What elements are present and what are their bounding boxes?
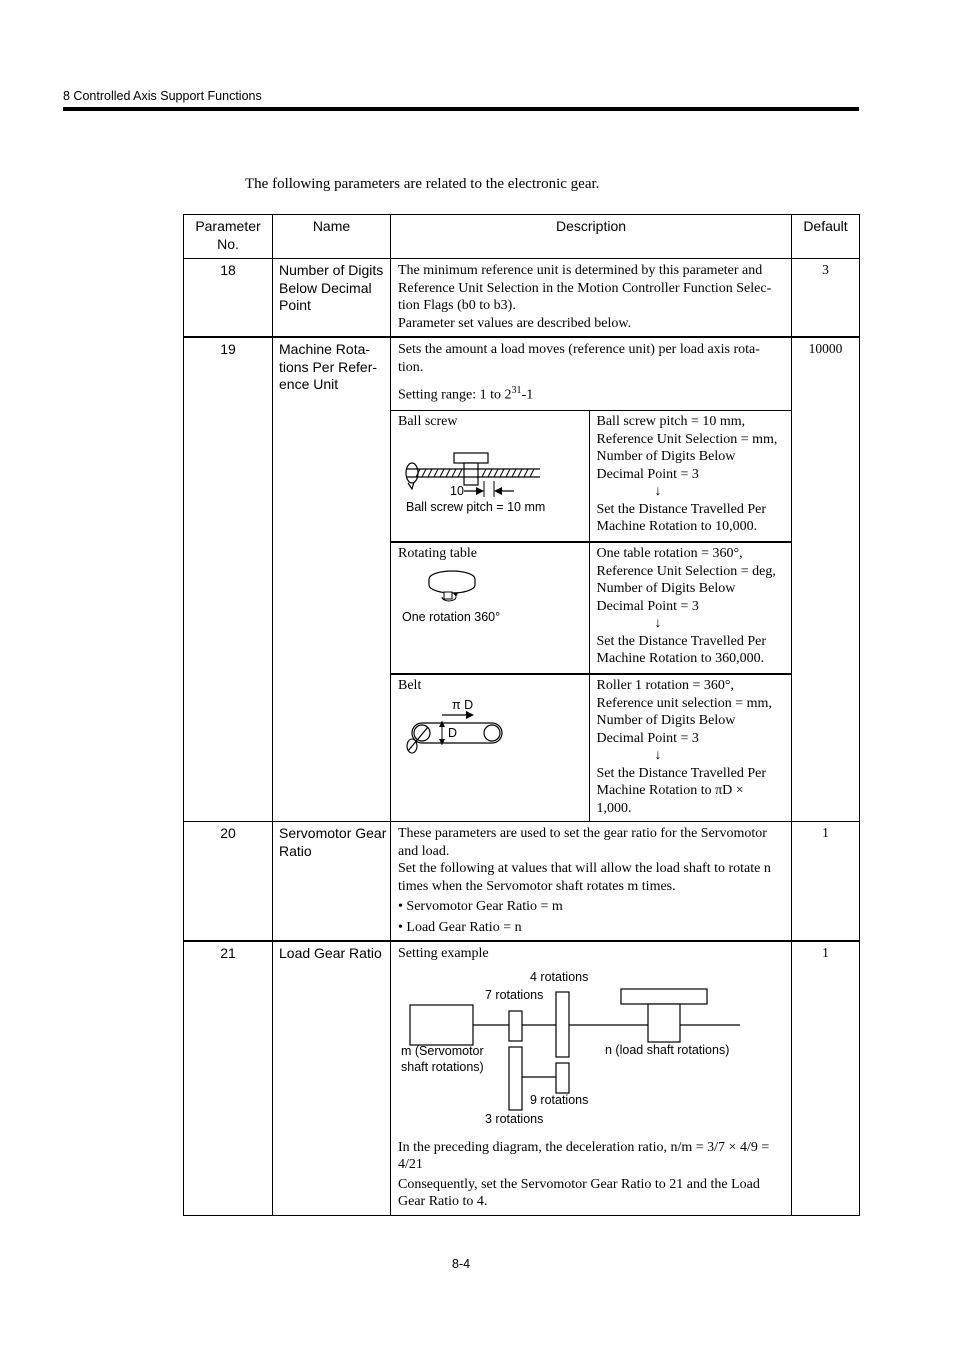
down-arrow-icon: ↓: [654, 616, 662, 632]
table-header-row: [184, 215, 860, 259]
param-no: 18: [184, 259, 273, 338]
example-title: Rotating table: [398, 546, 477, 562]
table-row: [184, 941, 860, 1215]
setting-range: Setting range: 1 to $2^{31}-1$: [398, 385, 534, 403]
bullet-item: • Load Gear Ratio = n: [398, 919, 522, 935]
running-header: 8 Controlled Axis Support Functions: [63, 89, 262, 103]
svg-text:9 rotations: 9 rotations: [530, 1092, 589, 1107]
param-description: [391, 337, 792, 822]
belt-diagram: [398, 695, 582, 759]
description-text: These parameters are used to set the gear ratio for the Servomotor and load.: [398, 826, 767, 859]
svg-text:7 rotations: 7 rotations: [485, 987, 544, 1002]
example-ball-screw: Ball screw 10 Ball screw pitch = 10 mm Ball screw pitch = 10 mm, Reference Unit Selection = mm, Number of Digits Below Decimal Point = 3 ↓ Set the Distance Travelled Per Machine Rotation to 10,000.: [391, 411, 791, 543]
result-paragraph-2: Consequently, set the Servomotor Gear Ratio to 21 and the Load Gear Ratio to 4.: [398, 1176, 760, 1210]
table-row: [184, 822, 860, 942]
pi-d-label: π D: [452, 697, 474, 712]
param-name: Load Gear Ratio: [273, 941, 391, 1215]
rotating-table-diagram: [398, 563, 582, 633]
example-belt: Belt π D D Roller 1 rotation = 360°, Reference unit selection = mm, Number of Digits Below Decimal Point = 3 ↓ Set the Distance Travelled Per Machine Rotation to πD × 1,000.: [391, 674, 791, 821]
example-subtable: [391, 410, 791, 821]
example-title: Ball screw: [398, 414, 458, 430]
table-row: [184, 259, 860, 338]
svg-text:m (Servomotor: m (Servomotor: [401, 1043, 484, 1058]
result-paragraph-1: In the preceding diagram, the deceleration ratio, n/m = 3/7 × 4/9 = 4/21: [398, 1139, 770, 1173]
intro-text: The following parameters are related to the electronic gear.: [245, 176, 600, 192]
svg-text:shaft rotations): shaft rotations): [401, 1059, 484, 1074]
header-default: Default: [792, 215, 860, 259]
param-default: 1: [792, 822, 860, 942]
page-number: 8-4: [452, 1257, 471, 1271]
svg-text:4 rotations: 4 rotations: [530, 969, 589, 984]
d-label: D: [448, 725, 458, 740]
down-arrow-icon: ↓: [654, 484, 662, 500]
table-row: [184, 337, 860, 822]
ball-screw-caption: Ball screw pitch = 10 mm: [406, 499, 546, 514]
gear-train-diagram: [398, 963, 784, 1139]
param-no: 20: [184, 822, 273, 942]
param-default: 10000: [792, 337, 860, 822]
ball-screw-diagram: [398, 431, 582, 523]
example-title: Belt: [398, 678, 422, 694]
svg-text:3 rotations: 3 rotations: [485, 1111, 544, 1126]
param-no: 21: [184, 941, 273, 1215]
rotating-table-caption: One rotation 360°: [402, 609, 501, 624]
header-name: Name: [273, 215, 391, 259]
description-text: Sets the amount a load moves (reference unit) per load axis rota- tion.: [398, 342, 760, 375]
svg-text:n (load shaft rotations): n (load shaft rotations): [605, 1042, 730, 1057]
param-name: Servomotor Gear Ratio: [273, 822, 391, 942]
description-text: The minimum reference unit is determined by this parameter and Reference Unit Selection in the Motion Controller Function Selec- tion Flags (b0 to b3).: [398, 263, 772, 313]
param-default: 1: [792, 941, 860, 1215]
parameter-table: [183, 214, 860, 1216]
header-rule: [63, 107, 859, 111]
param-description: [391, 259, 792, 338]
param-name: Number of Digits Below Decimal Point: [273, 259, 391, 338]
down-arrow-icon: ↓: [654, 748, 662, 764]
param-name: Machine Rota- tions Per Refer- ence Unit: [273, 337, 391, 822]
description-text: Setting example: [398, 946, 489, 962]
param-default: 3: [792, 259, 860, 338]
header-description: Description: [391, 215, 792, 259]
example-rotating-table: Rotating table One rotation 360° One table rotation = 360°, Reference Unit Selection = deg, Number of Digits Below Decimal Point = 3 ↓ Set the Distance Travelled Per Machine Rotation to 360,000.: [391, 542, 791, 674]
bullet-item: • Servomotor Gear Ratio = m: [398, 899, 563, 915]
param-description: [391, 941, 792, 1215]
header-param-no: Parameter No.: [184, 215, 273, 259]
param-description: [391, 822, 792, 942]
pitch-label: 10: [450, 483, 464, 498]
description-text-2: Parameter set values are described below.: [398, 315, 632, 331]
description-text-2: Set the following at values that will allow the load shaft to rotate n times when the Servomotor shaft rotates m times.: [398, 861, 771, 894]
param-no: 19: [184, 337, 273, 822]
